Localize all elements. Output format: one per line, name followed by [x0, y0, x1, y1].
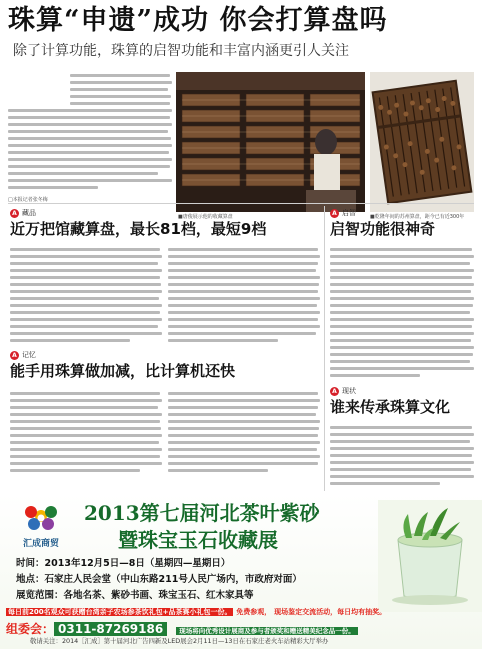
section-marker-icon: A: [330, 209, 339, 218]
ad-scope-value: 各地名茶、紫砂书画、珠宝玉石、红木家具等: [63, 590, 254, 601]
tea-cup-illustration: [378, 500, 482, 612]
headline: 珠算“申遗”成功 你会打算盘吗: [8, 5, 388, 36]
section-marker-icon: A: [10, 209, 19, 218]
section3-body-col-a: [10, 392, 162, 476]
section3-title: 能手用珠算做加减，比计算机还快: [10, 362, 236, 380]
ad-promo-note: 现场鉴定交流活动，每日均有抽奖。: [274, 608, 387, 616]
expo-logo-text: 汇成商贸: [22, 539, 59, 549]
section4-kicker: [330, 386, 356, 396]
intro-paragraph-wide: [8, 109, 172, 193]
right-photo-caption: ■乾隆年间的苏州算盘，距今已有近300年: [370, 214, 465, 220]
section-marker-icon: A: [10, 351, 19, 360]
top-divider: [8, 203, 474, 204]
section4-kicker-label: 现状: [342, 387, 356, 395]
ad-promo-text: 每日前200名观众可获赠台湾亲子农场参茶饮礼包+品茶赛小礼包一份。: [8, 608, 232, 616]
ad-venue-row: [16, 573, 302, 586]
section4-body: [330, 426, 474, 489]
ad-promo-row: [6, 605, 476, 619]
antique-abacus-photo: [370, 72, 474, 220]
ad-venue-value: 石家庄人民会堂（中山东路211号人民广场内，市政府对面）: [44, 574, 302, 585]
antique-abacus-image: [370, 72, 474, 212]
section1-kicker: [10, 208, 36, 218]
section3-body-col-b: [168, 392, 320, 476]
ad-time-value: 2013年12月5日—8日（星期四—星期日）: [44, 558, 231, 569]
ad-venue-label: 地点：: [16, 574, 45, 585]
ad-title-line1: 2013第七届河北茶叶紫砂: [84, 501, 320, 525]
section1-body-col-a: [10, 248, 162, 346]
ad-scope-row: [16, 589, 254, 602]
flower-logo-icon: [14, 502, 68, 536]
section2-kicker: [330, 208, 356, 218]
section1-title: 近万把馆藏算盘，最长81档，最短9档: [10, 220, 267, 238]
byline: □本报记者张冬梅: [8, 197, 48, 203]
section2-kicker-label: 启智: [342, 209, 356, 217]
section1-kicker-label: 藏品: [22, 209, 36, 217]
left-photo-caption: ■唐俊展示他的收藏算盘: [178, 214, 233, 220]
ad-footer: 敬请关注：2014［汇成］第十届河北广告四新及LED展会2月11日—13日在石家庄老火车站精彩大厅举办: [30, 637, 329, 645]
ad-phone-label: 组委会：: [6, 622, 55, 636]
section4-title: 谁来传承珠算文化: [330, 398, 451, 416]
expo-logo: [14, 502, 68, 548]
ad-time-row: [16, 557, 230, 570]
ad-phone-row: [6, 618, 358, 637]
ad-scope-label: 展览范围：: [16, 590, 64, 601]
subhead: 除了计算功能，珠算的启智功能和丰富内涵更引人关注: [13, 43, 349, 59]
abacus-wall-image: [176, 72, 365, 212]
tea-cup-image: [378, 500, 482, 612]
section2-title: 启智功能很神奇: [330, 220, 436, 238]
column-divider: [324, 206, 325, 491]
tea-expo-advertisement: [0, 494, 482, 649]
intro-paragraph: [70, 74, 172, 109]
ad-promo-note2: 现场将向优秀设计展商及参与者颁奖和赠送精美纪念品一份。: [176, 627, 358, 635]
ad-title-line2: 暨珠宝玉石收藏展: [118, 528, 278, 552]
ad-time-label: 时间：: [16, 558, 45, 569]
section-marker-icon: A: [330, 387, 339, 396]
section1-body-col-b: [168, 248, 320, 346]
section3-kicker-label: 记忆: [22, 351, 36, 359]
section3-kicker: [10, 350, 36, 360]
section2-body: [330, 248, 474, 381]
ad-phone-value: 0311-87269186: [54, 622, 167, 636]
ad-promo-free: 免费参观，: [236, 608, 272, 616]
